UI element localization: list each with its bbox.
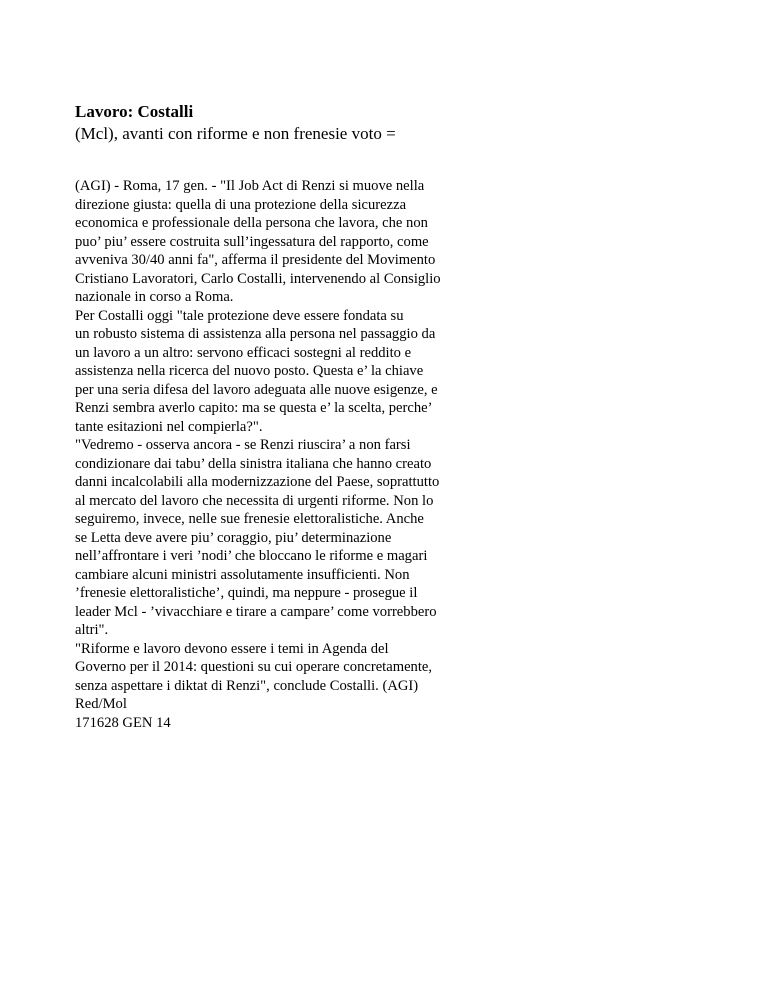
article-subtitle: (Mcl), avanti con riforme e non frenesie voto =: [75, 124, 396, 143]
body-line: senza aspettare i diktat di Renzi", conclude Costalli. (AGI): [75, 677, 419, 694]
article-title: Lavoro: Costalli: [75, 102, 194, 121]
body-line: se Letta deve avere piu’ coraggio, piu’ determinazione: [75, 529, 392, 546]
body-line: ’frenesie elettoralistiche’, quindi, ma neppure - prosegue il: [75, 585, 418, 601]
article-body: [75, 177, 715, 732]
dispatch-code: 171628 GEN 14: [75, 714, 171, 731]
body-line: danni incalcolabili alla modernizzazione del Paese, soprattutto: [75, 474, 440, 490]
body-line: per una seria difesa del lavoro adeguata alle nuove esigenze, e: [75, 381, 438, 398]
headline: [75, 101, 715, 145]
body-line: Per Costalli oggi "tale protezione deve essere fondata su: [75, 307, 404, 324]
body-line: leader Mcl - ’vivacchiare e tirare a campare’ come vorrebbero: [75, 603, 437, 620]
body-line: cambiare alcuni ministri assolutamente insufficienti. Non: [75, 566, 410, 583]
body-line: al mercato del lavoro che necessita di urgenti riforme. Non lo: [75, 492, 434, 509]
body-line: economica e professionale della persona che lavora, che non: [75, 215, 428, 231]
body-line: altri".: [75, 622, 109, 638]
body-line: tante esitazioni nel compierla?".: [75, 418, 263, 435]
body-line: "Riforme e lavoro devono essere i temi in Agenda del: [75, 640, 389, 657]
body-line: seguiremo, invece, nelle sue frenesie elettoralistiche. Anche: [75, 511, 424, 527]
body-line: puo’ piu’ essere costruita sull’ingessatura del rapporto, come: [75, 233, 429, 250]
body-line: un lavoro a un altro: servono efficaci sostegni al reddito e: [75, 344, 412, 361]
body-line: assistenza nella ricerca del nuovo posto. Questa e’ la chiave: [75, 363, 424, 379]
body-line: nazionale in corso a Roma.: [75, 289, 234, 305]
article: [75, 101, 715, 732]
body-line: un robusto sistema di assistenza alla persona nel passaggio da: [75, 326, 436, 342]
byline-code: Red/Mol: [75, 696, 127, 712]
body-line: (AGI) - Roma, 17 gen. - "Il Job Act di Renzi si muove nella: [75, 178, 425, 194]
body-line: Cristiano Lavoratori, Carlo Costalli, intervenendo al Consiglio: [75, 270, 441, 287]
body-line: nell’affrontare i veri ’nodi’ che bloccano le riforme e magari: [75, 548, 428, 564]
body-line: Governo per il 2014: questioni su cui operare concretamente,: [75, 659, 433, 675]
body-line: "Vedremo - osserva ancora - se Renzi riuscira’ a non farsi: [75, 437, 411, 453]
body-line: Renzi sembra averlo capito: ma se questa e’ la scelta, perche’: [75, 400, 433, 416]
body-line: avveniva 30/40 anni fa", afferma il presidente del Movimento: [75, 252, 436, 268]
body-line: direzione giusta: quella di una protezione della sicurezza: [75, 196, 407, 213]
body-line: condizionare dai tabu’ della sinistra italiana che hanno creato: [75, 455, 432, 472]
